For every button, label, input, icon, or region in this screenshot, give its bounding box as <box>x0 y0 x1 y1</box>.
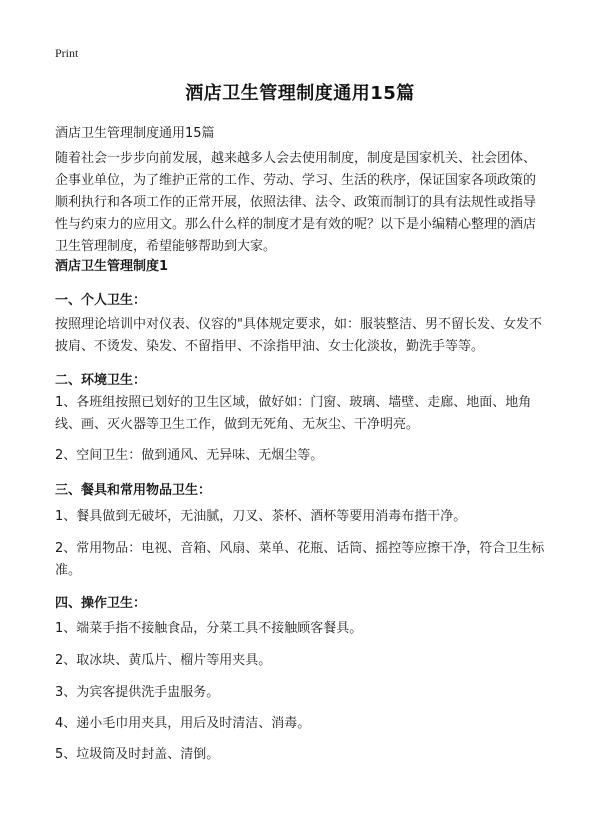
environment-item-2: 2、空间卫生：做到通风、无异味、无烟尘等。 <box>55 448 324 463</box>
intro-paragraph: 随着社会一步步向前发展，越来越多人会去使用制度，制度是国家机关、社会团体、企事业单位，为了维护正常的工作、劳动、学习、生活的秩序，保证国家各项政策的顺利执行和各项工作的正常开展，依照法律、法令、政策而制订的具有法规性或指导性与约束力的应用文。那么什么样的制度才是有效的呢？以下是小编精心整理的酒店卫生管理制度，希望能够帮助到大家。 <box>55 151 537 254</box>
operation-item-2: 2、取冰块、黄瓜片、榴片等用夹具。 <box>55 653 272 668</box>
operation-hygiene-heading: 四、操作卫生： <box>55 596 147 611</box>
operation-item-3: 3、为宾客提供洗手盅服务。 <box>55 685 220 700</box>
document-subtitle: 酒店卫生管理制度通用15篇 <box>55 126 215 141</box>
print-label: Print <box>55 46 79 60</box>
section-title: 酒店卫生管理制度1 <box>55 259 169 274</box>
document-title: 酒店卫生管理制度通用15篇 <box>185 83 415 104</box>
operation-item-4: 4、递小毛巾用夹具，用后及时清洁、消毒。 <box>55 716 311 731</box>
personal-hygiene-text: 按照理论培训中对仪表、仪容的"具体规定要求，如：服装整洁、男不留长发、女发不披肩、不烫发、染发、不留指甲、不涂指甲油、女士化淡妆，勤洗手等等。 <box>55 317 542 354</box>
tableware-item-2: 2、常用物品：电视、音箱、风扇、菜单、花瓶、话筒、摇控等应擦干净，符合卫生标准。 <box>55 541 545 578</box>
personal-hygiene-heading: 一、个人卫生： <box>55 293 147 308</box>
environment-hygiene-heading: 二、环境卫生： <box>55 373 147 388</box>
operation-item-1: 1、端菜手指不接触食品，分菜工具不接触顾客餐具。 <box>55 621 363 636</box>
operation-item-5: 5、垃圾筒及时封盖、清倒。 <box>55 747 220 762</box>
tableware-item-1: 1、餐具做到无破坏，无油腻，刀叉、茶杯、酒杯等要用消毒布揩干净。 <box>55 509 467 524</box>
tableware-hygiene-heading: 三、餐具和常用物品卫生： <box>55 483 212 498</box>
environment-item-1: 1、各班组按照已划好的卫生区域，做好如：门窗、玻璃、墙壁、走廊、地面、地角线、画、灭火器等卫生工作，做到无死角、无灰尘、干净明亮。 <box>55 395 532 432</box>
